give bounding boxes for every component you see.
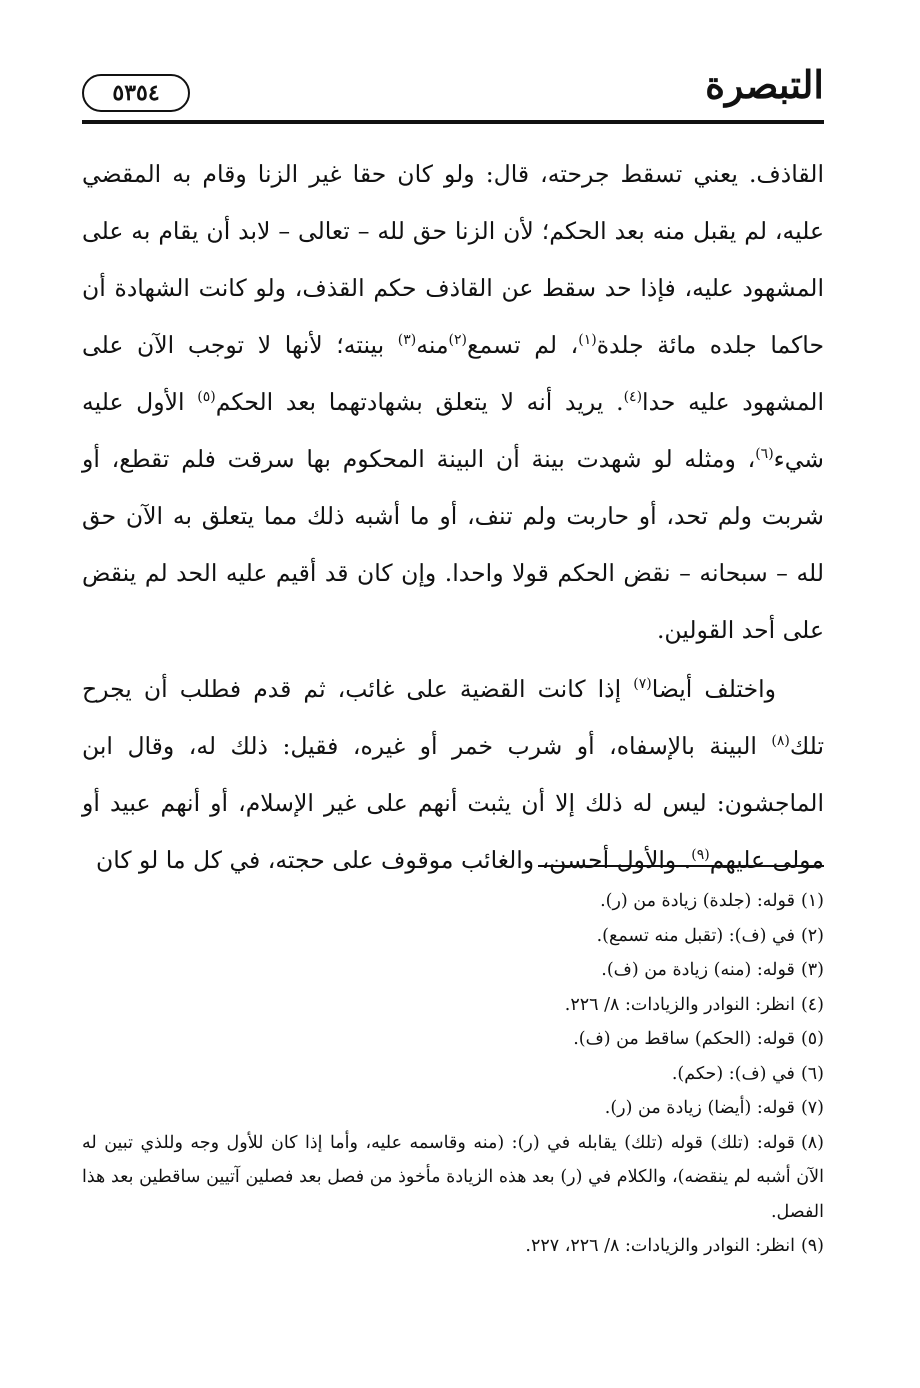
text-segment: منه bbox=[416, 331, 449, 359]
text-segment: البينة بالإسفاه، أو شرب خمر أو غيره، فقيل: ذلك له، وقال ابن الماجشون: ليس له ذلك إلا أن يثبت أنهم على غير الإسلام، أو أنهم عبيد أو مولى عليهم bbox=[82, 732, 824, 874]
footnote-item bbox=[82, 919, 824, 954]
footnote-item bbox=[82, 1022, 824, 1057]
footnote-item bbox=[82, 884, 824, 919]
footnote-text: قوله: (منه) زيادة من (ف). bbox=[601, 960, 795, 980]
paragraph-2 bbox=[82, 661, 824, 889]
footnote-ref: (١) bbox=[578, 332, 597, 349]
footnote-number: (٩) bbox=[800, 1236, 824, 1256]
footnote-text: قوله: (تلك) قوله (تلك) يقابله في (ر): (منه وقاسمه عليه، وأما إذا كان للأول وجه وللذي تبين له الآن أشبه لم ينقضه)، والكلام في (ر) بعد هذه الزيادة مأخوذ من فصل بعد فصلين آتيين ساقطين بعد هذا الفصل. bbox=[82, 1132, 824, 1222]
footnote-text: قوله: (جلدة) زيادة من (ر). bbox=[600, 891, 795, 911]
footnote-divider bbox=[538, 865, 824, 867]
footnote-item bbox=[82, 1126, 824, 1230]
main-text bbox=[82, 146, 824, 889]
text-segment: . يريد أنه لا يتعلق بشهادتهما بعد الحكم bbox=[215, 388, 624, 416]
footnote-number: (٣) bbox=[800, 960, 824, 980]
page-number: ٥٣٥٤ bbox=[82, 74, 190, 112]
text-segment: الأول عليه شيء bbox=[82, 388, 824, 473]
text-segment: القاذف. يعني تسقط جرحته، قال: ولو كان حقا غير الزنا وقام به المقضي عليه، لم يقبل منه بعد الحكم؛ لأن الزنا حق لله – تعالى – لابد أن يقام به على المشهود عليه، فإذا حد سقط عن القاذف حكم القذف، ولو كانت الشهادة أن حاكما جلده مائة جلدة bbox=[82, 160, 824, 359]
footnote-ref: (٥) bbox=[197, 389, 216, 406]
footnote-number: (٦) bbox=[800, 1063, 824, 1084]
footnote-ref: (٣) bbox=[397, 332, 417, 349]
text-segment: بينته؛ لأنها لا توجب الآن على المشهود عليه حدا bbox=[82, 331, 824, 416]
footnote-item bbox=[82, 1091, 824, 1126]
footnote-number: (٨) bbox=[800, 1132, 824, 1153]
footnote-ref: (٦) bbox=[755, 446, 774, 463]
footnote-ref: (٢) bbox=[448, 332, 468, 349]
footnote-item bbox=[82, 1229, 824, 1264]
text-segment: ، ومثله لو شهدت بينة أن البينة المحكوم بها سرقت فلم تقطع، أو شربت ولم تحد، أو حاربت ولم تنف، أو ما أشبه ذلك مما يتعلق به الآن حق لله – سبحانه – نقض الحكم قولا واحدا. وإن كان قد أقيم عليه الحد لم ينقض على أحد القولين. bbox=[82, 445, 824, 644]
paragraph-1 bbox=[82, 146, 824, 659]
text-segment: . والأول أحسن، والغائب موقوف على حجته، في كل ما لو كان bbox=[95, 846, 692, 874]
page-header bbox=[82, 58, 824, 124]
footnote-ref: (٩) bbox=[691, 847, 710, 864]
text-segment: واختلف أيضا bbox=[651, 675, 777, 703]
footnote-ref: (٧) bbox=[633, 676, 652, 693]
header-rule bbox=[82, 120, 824, 124]
footnote-number: (٢) bbox=[800, 925, 824, 946]
footnote-item bbox=[82, 988, 824, 1023]
footnote-text: قوله: (الحكم) ساقط من (ف). bbox=[573, 1029, 795, 1049]
footnote-text: في (ف): (تقبل منه تسمع). bbox=[596, 925, 795, 946]
text-segment: ، لم تسمع bbox=[467, 331, 579, 359]
footnote-ref: (٤) bbox=[623, 389, 643, 406]
footnote-item bbox=[82, 1057, 824, 1092]
footnote-text: قوله: (أيضا) زيادة من (ر). bbox=[604, 1098, 795, 1118]
footnote-number: (٤) bbox=[800, 994, 824, 1015]
footnote-number: (٧) bbox=[800, 1098, 824, 1118]
text-segment: إذا كانت القضية على غائب، ثم قدم فطلب أن يجرح تلك bbox=[82, 675, 824, 760]
footnote-ref: (٨) bbox=[771, 733, 790, 750]
footnote-text: انظر: النوادر والزيادات: ٨/ ٢٢٦، ٢٢٧. bbox=[525, 1236, 795, 1256]
footnotes bbox=[82, 884, 824, 1264]
footnote-text: في (ف): (حكم). bbox=[671, 1063, 795, 1084]
footnote-number: (١) bbox=[800, 891, 824, 911]
footnote-text: انظر: النوادر والزيادات: ٨/ ٢٢٦. bbox=[564, 994, 795, 1015]
footnote-number: (٥) bbox=[800, 1029, 824, 1049]
footnote-item bbox=[82, 953, 824, 988]
book-title: التبصرة bbox=[705, 62, 824, 107]
